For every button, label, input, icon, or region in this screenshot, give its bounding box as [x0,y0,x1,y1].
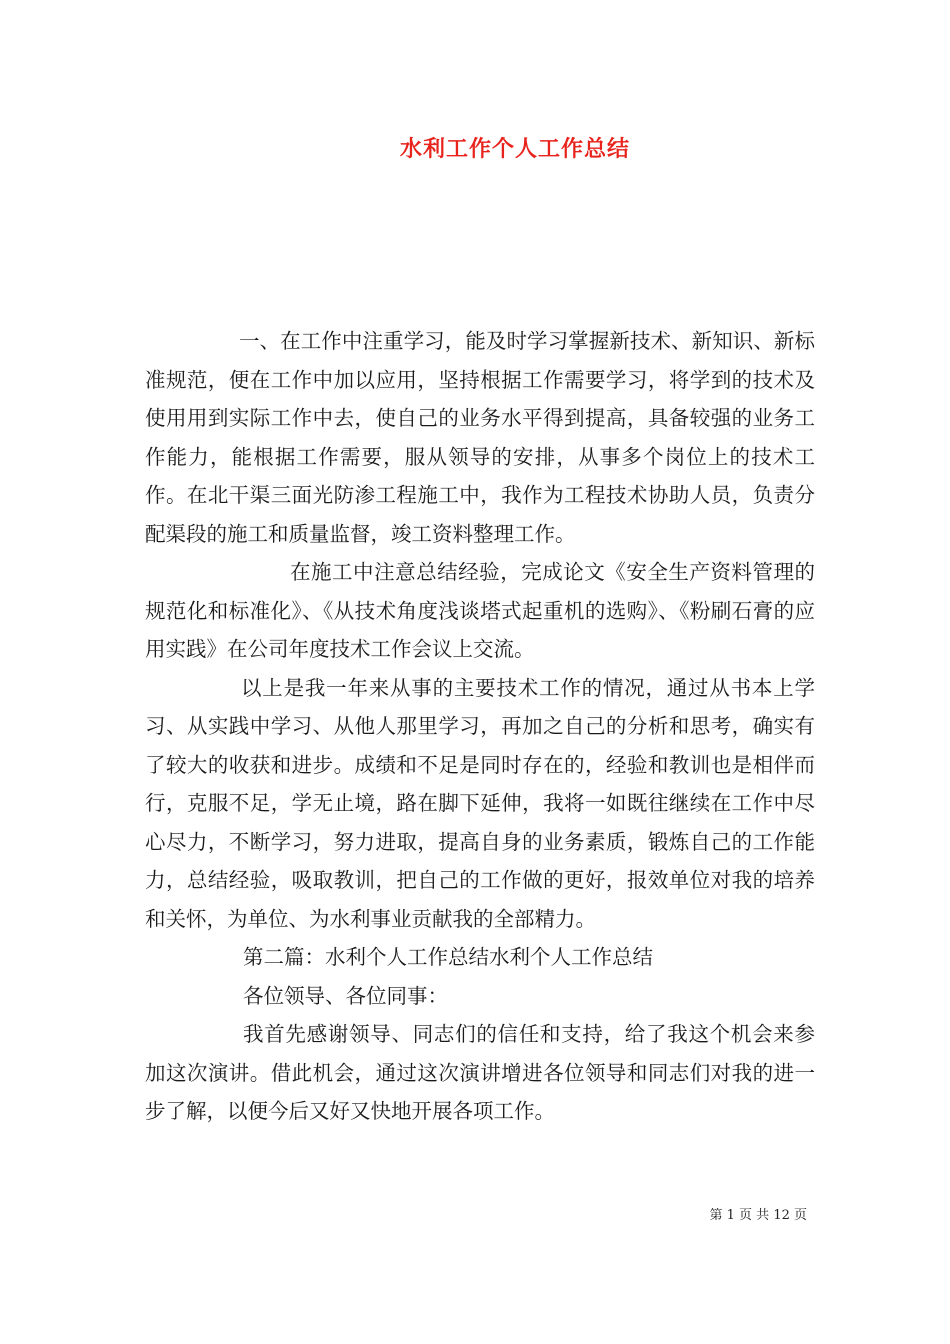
paragraph-4: 第二篇：水利个人工作总结水利个人工作总结 [243,945,653,969]
paragraph-6: 我首先感谢领导、同志们的信任和支持，给了我这个机会来参加这次演讲。借此机会，通过这次演讲增进各位领导和同志们对我的进一步了解，以便今后又好又快地开展各项工作。 [145,1022,815,1123]
paragraph-1: 一、在工作中注重学习，能及时学习掌握新技术、新知识、新标准规范，便在工作中加以应用，坚持根据工作需要学习，将学到的技术及使用用到实际工作中去，使自己的业务水平得到提高，具备较强的业务工作能力，能根据工作需要，服从领导的安排，从事多个岗位上的技术工作。在北干渠三面光防渗工程施工中，我作为工程技术协助人员，负责分配渠段的施工和质量监督，竣工资料整理工作。 [145,329,815,546]
paragraph-2: 在施工中注意总结经验，完成论文《安全生产资料管理的规范化和标准化》、《从技术角度浅谈塔式起重机的选购》、《粉刷石膏的应用实践》在公司年度技术工作会议上交流。 [145,560,815,661]
document-body [145,322,815,1131]
paragraph-3: 以上是我一年来从事的主要技术工作的情况，通过从书本上学习、从实践中学习、从他人那里学习，再加之自己的分析和思考，确实有了较大的收获和进步。成绩和不足是同时存在的，经验和教训也是相伴而行，克服不足，学无止境，路在脚下延伸，我将一如既往继续在工作中尽心尽力，不断学习，努力进取，提高自身的业务素质，锻炼自己的工作能力，总结经验，吸取教训，把自己的工作做的更好，报效单位对我的培养和关怀，为单位、为水利事业贡献我的全部精力。 [145,675,815,931]
page-number-footer: 第 1 页 共 12 页 [709,1208,807,1223]
paragraph-5: 各位领导、各位同事： [243,983,448,1008]
document-title-text: 水利工作个人工作总结 [399,136,630,162]
document-title [0,132,950,163]
